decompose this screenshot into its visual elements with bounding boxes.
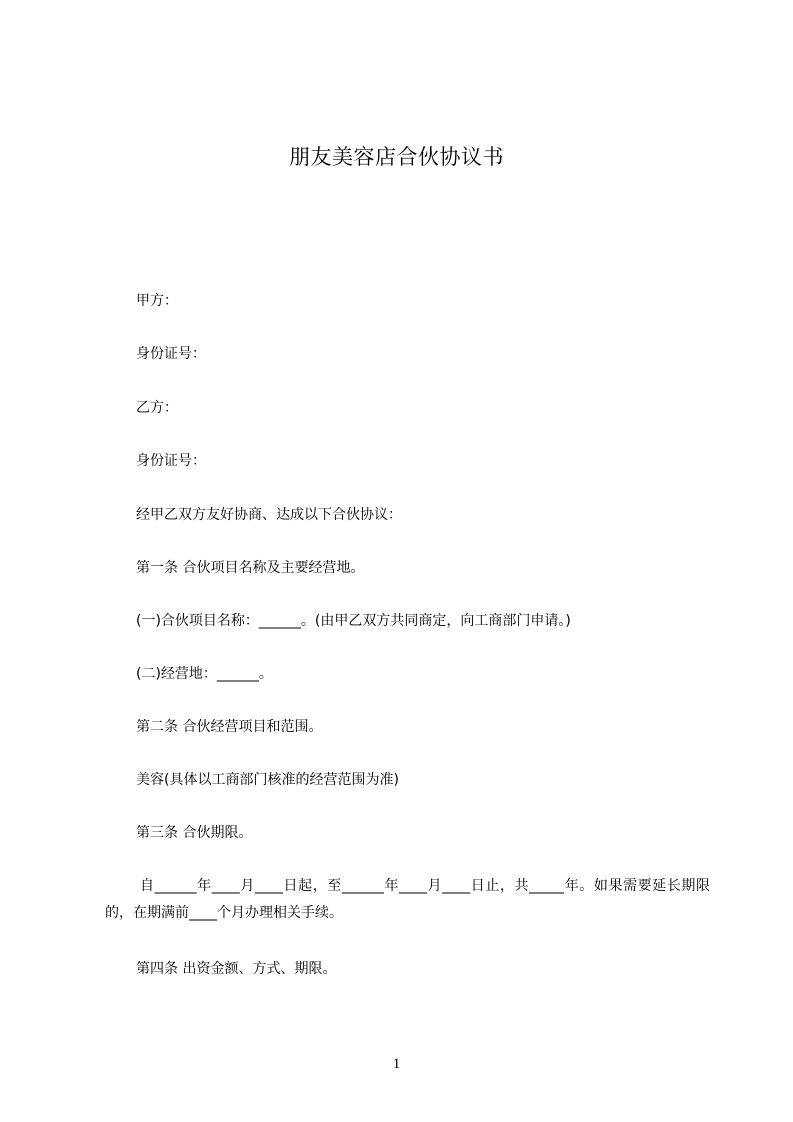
article-three-heading: 第三条 合伙期限。 [136,825,253,841]
document-title: 朋友美容店合伙协议书 [289,145,504,169]
party-a-line: 甲方： [136,293,178,309]
article-one-heading: 第一条 合伙项目名称及主要经营地。 [136,560,365,576]
agreement-intro: 经甲乙双方友好协商、达成以下合伙协议： [136,507,402,523]
party-b-line: 乙方： [136,400,178,416]
article-two-heading: 第二条 合伙经营项目和范围。 [136,719,323,735]
business-location-line: (二)经营地：______。 [136,666,273,682]
project-name-line: (一)合伙项目名称：______。(由甲乙双方共同商定，向工商部门申请。) [136,613,571,629]
business-scope-line: 美容(具体以工商部门核准的经营范围为准) [136,772,399,788]
partnership-term-paragraph: 自______年____月____日起，至______年____月____日止，共_____年。如果需要延长期限的，在期满前____个月办理相关手续。 [105,878,710,921]
party-b-id-line: 身份证号： [136,453,206,469]
party-a-id-line: 身份证号： [136,346,206,362]
page-number: 1 [392,1056,401,1072]
article-four-heading: 第四条 出资金额、方式、期限。 [136,961,337,977]
